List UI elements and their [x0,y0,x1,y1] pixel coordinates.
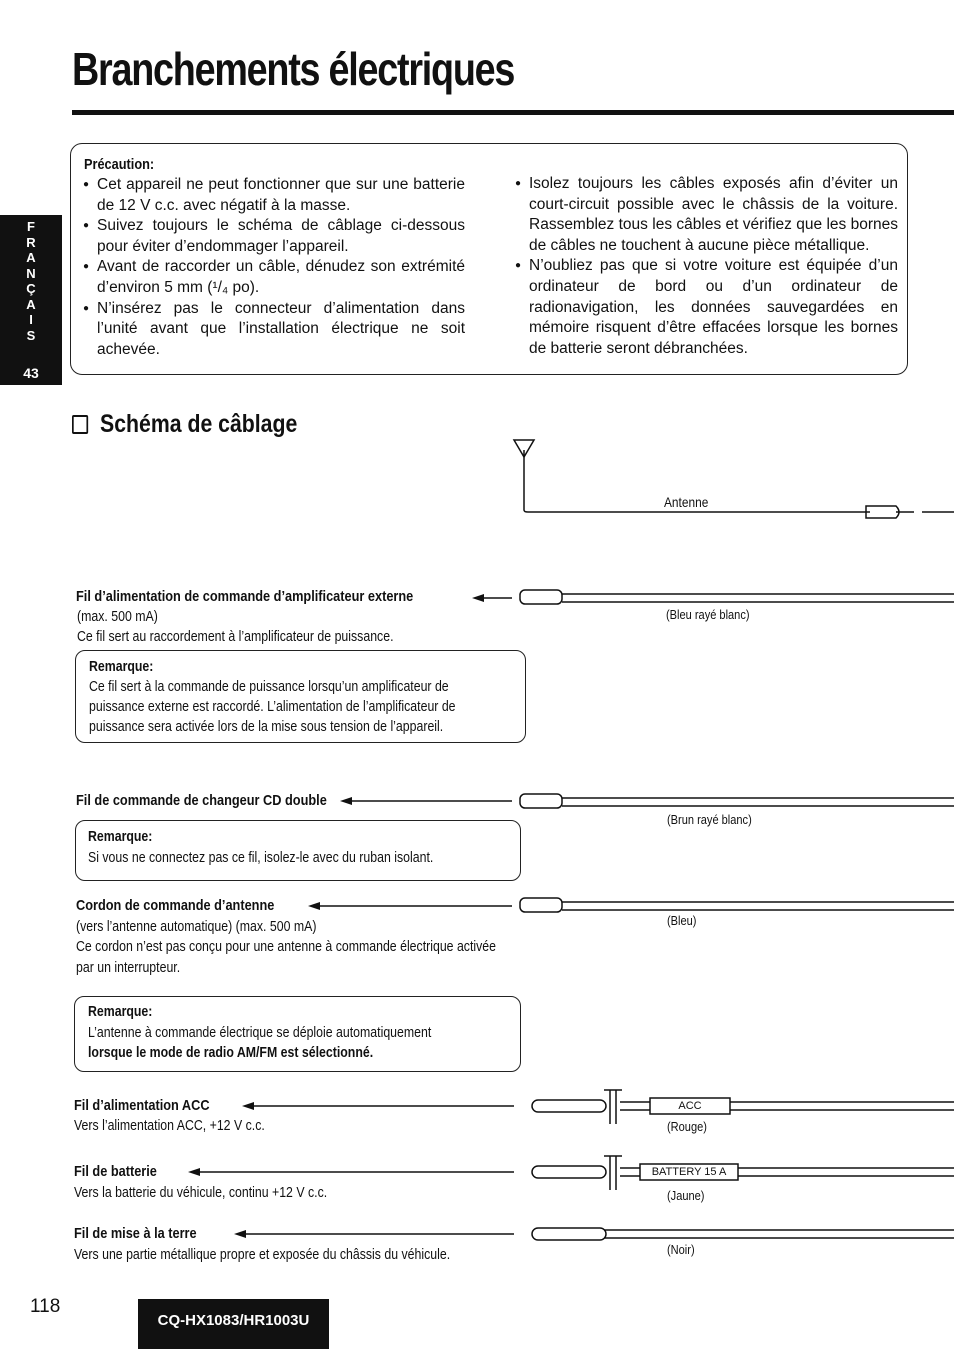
battery-wire-a [620,1168,640,1176]
acc-wire-a [620,1102,650,1110]
ground-arrowhead-icon [234,1230,246,1238]
precaution-title: Précaution: [84,156,155,173]
ant-wire-desc: Ce cordon n’est pas conçu pour une antenne à commande électrique activée [76,939,497,955]
battery-plug [532,1166,606,1178]
antenna-label: Antenne [664,494,709,510]
acc-plug [532,1100,606,1112]
ant-connector [520,898,562,912]
ant-wire [562,902,954,910]
acc-wire-color: (Rouge) [667,1119,707,1134]
tab-letter: R [26,234,36,250]
cd-wire-label: Fil de commande de changeur CD double [76,792,327,809]
amp-wire-spec: (max. 500 mA) [77,609,158,625]
acc-wire-desc: Vers l’alimentation ACC, +12 V c.c. [74,1118,265,1134]
tab-letter: N [26,265,36,281]
battery-arrowhead-icon [188,1168,200,1176]
acc-pin [604,1090,622,1124]
ground-wire-color: (Noir) [667,1242,695,1257]
ground-plug [532,1228,606,1240]
ant-arrowhead-icon [308,902,320,910]
tab-letter: I [29,312,33,327]
amp-note-title: Remarque: [89,659,154,675]
cd-wire [562,798,954,806]
precaution-item: ● N’oubliez pas que si votre voiture est équipée d’un ordinateur de bord ou d’un ordinateur de radionavigation, les données sauvegardées en mémoire risquent d’être effacées lorsque les bornes de batterie seront débranchées. [515,256,898,359]
ant-note-bold: lorsque le mode de radio AM/FM est sélectionné. [88,1045,374,1061]
battery-wire-color: (Jaune) [667,1188,705,1203]
battery-fuse-label: BATTERY 15 A [651,1166,727,1178]
ant-wire-color: (Bleu) [667,913,697,928]
precaution-item: ● N’insérez pas le connecteur d’alimentation dans l’unité avant que l’installation électrique ne soit achevée. [83,299,465,361]
amp-wire [562,594,954,602]
tab-letter: S [26,327,36,343]
page-number: 118 [30,1296,61,1317]
antenna-plug-icon [866,506,899,518]
language-tab-number: 43 [23,365,39,381]
cd-note-title: Remarque: [88,829,153,845]
amp-wire-color: (Bleu rayé blanc) [666,607,750,622]
page-title: Branchements électriques [72,43,515,95]
section-title-text: Schéma de câblage [100,410,298,438]
amp-wire-desc: Ce fil sert au raccordement à l’amplificateur de puissance. [77,629,394,645]
amp-arrowhead-icon [472,594,484,602]
tab-letter: Ç [26,281,36,296]
acc-wire-b [730,1102,954,1110]
amp-note-line: puissance externe est raccordé. L’alimentation de l’amplificateur de [89,699,456,715]
ant-note-title: Remarque: [88,1004,153,1020]
battery-pin [604,1156,622,1190]
ant-wire-spec: (vers l’antenne automatique) (max. 500 mA) [76,919,317,935]
amp-connector [520,590,562,604]
ground-wire-desc: Vers une partie métallique propre et exposée du châssis du véhicule. [74,1247,451,1263]
precaution-item: ● Avant de raccorder un câble, dénudez son extrémité d’environ 5 mm (¹/₄ po). [83,257,465,298]
battery-wire-b [738,1168,954,1176]
tab-letter: A [26,296,36,312]
precaution-item: ● Isolez toujours les câbles exposés afin d’éviter un court-circuit possible avec le châssis de la voiture. Rassemblez tous les câbles et vérifiez que les bornes de câbles ne touchent à aucune pièce métallique. [515,174,898,256]
cd-note-text: Si vous ne connectez pas ce fil, isolez-le avec du ruban isolant. [88,850,434,866]
tab-letter: F [27,219,35,234]
precaution-item: ● Cet appareil ne peut fonctionner que sur une batterie de 12 V c.c. avec négatif à la masse. [83,175,465,216]
acc-wire-label: Fil d’alimentation ACC [74,1097,210,1114]
cd-wire-color: (Brun rayé blanc) [667,812,752,827]
model-badge: CQ-HX1083/HR1003U [138,1299,329,1349]
cd-arrowhead-icon [340,797,352,805]
battery-wire-label: Fil de batterie [74,1163,157,1180]
battery-wire-desc: Vers la batterie du véhicule, continu +12 V c.c. [74,1185,328,1201]
amp-note-line: Ce fil sert à la commande de puissance lorsqu’un amplificateur de [89,679,449,695]
ant-note-text: L’antenne à commande électrique se déploie automatiquement [88,1025,432,1041]
amp-wire-label: Fil d’alimentation de commande d’amplificateur externe [76,588,414,605]
ground-wire-label: Fil de mise à la terre [74,1225,197,1242]
ant-wire-desc: par un interrupteur. [76,960,181,976]
tab-letter: A [26,250,36,265]
ground-wire [604,1230,954,1238]
acc-arrowhead-icon [242,1102,254,1110]
acc-fuse-label: ACC [678,1100,702,1112]
ant-wire-label: Cordon de commande d’antenne [76,897,275,914]
precaution-item: ● Suivez toujours le schéma de câblage ci-dessous pour éviter d’endommager l’appareil. [83,216,465,257]
amp-note-line: puissance sera activée lors de la mise sous tension de l’appareil. [89,719,444,735]
cd-connector [520,794,562,808]
